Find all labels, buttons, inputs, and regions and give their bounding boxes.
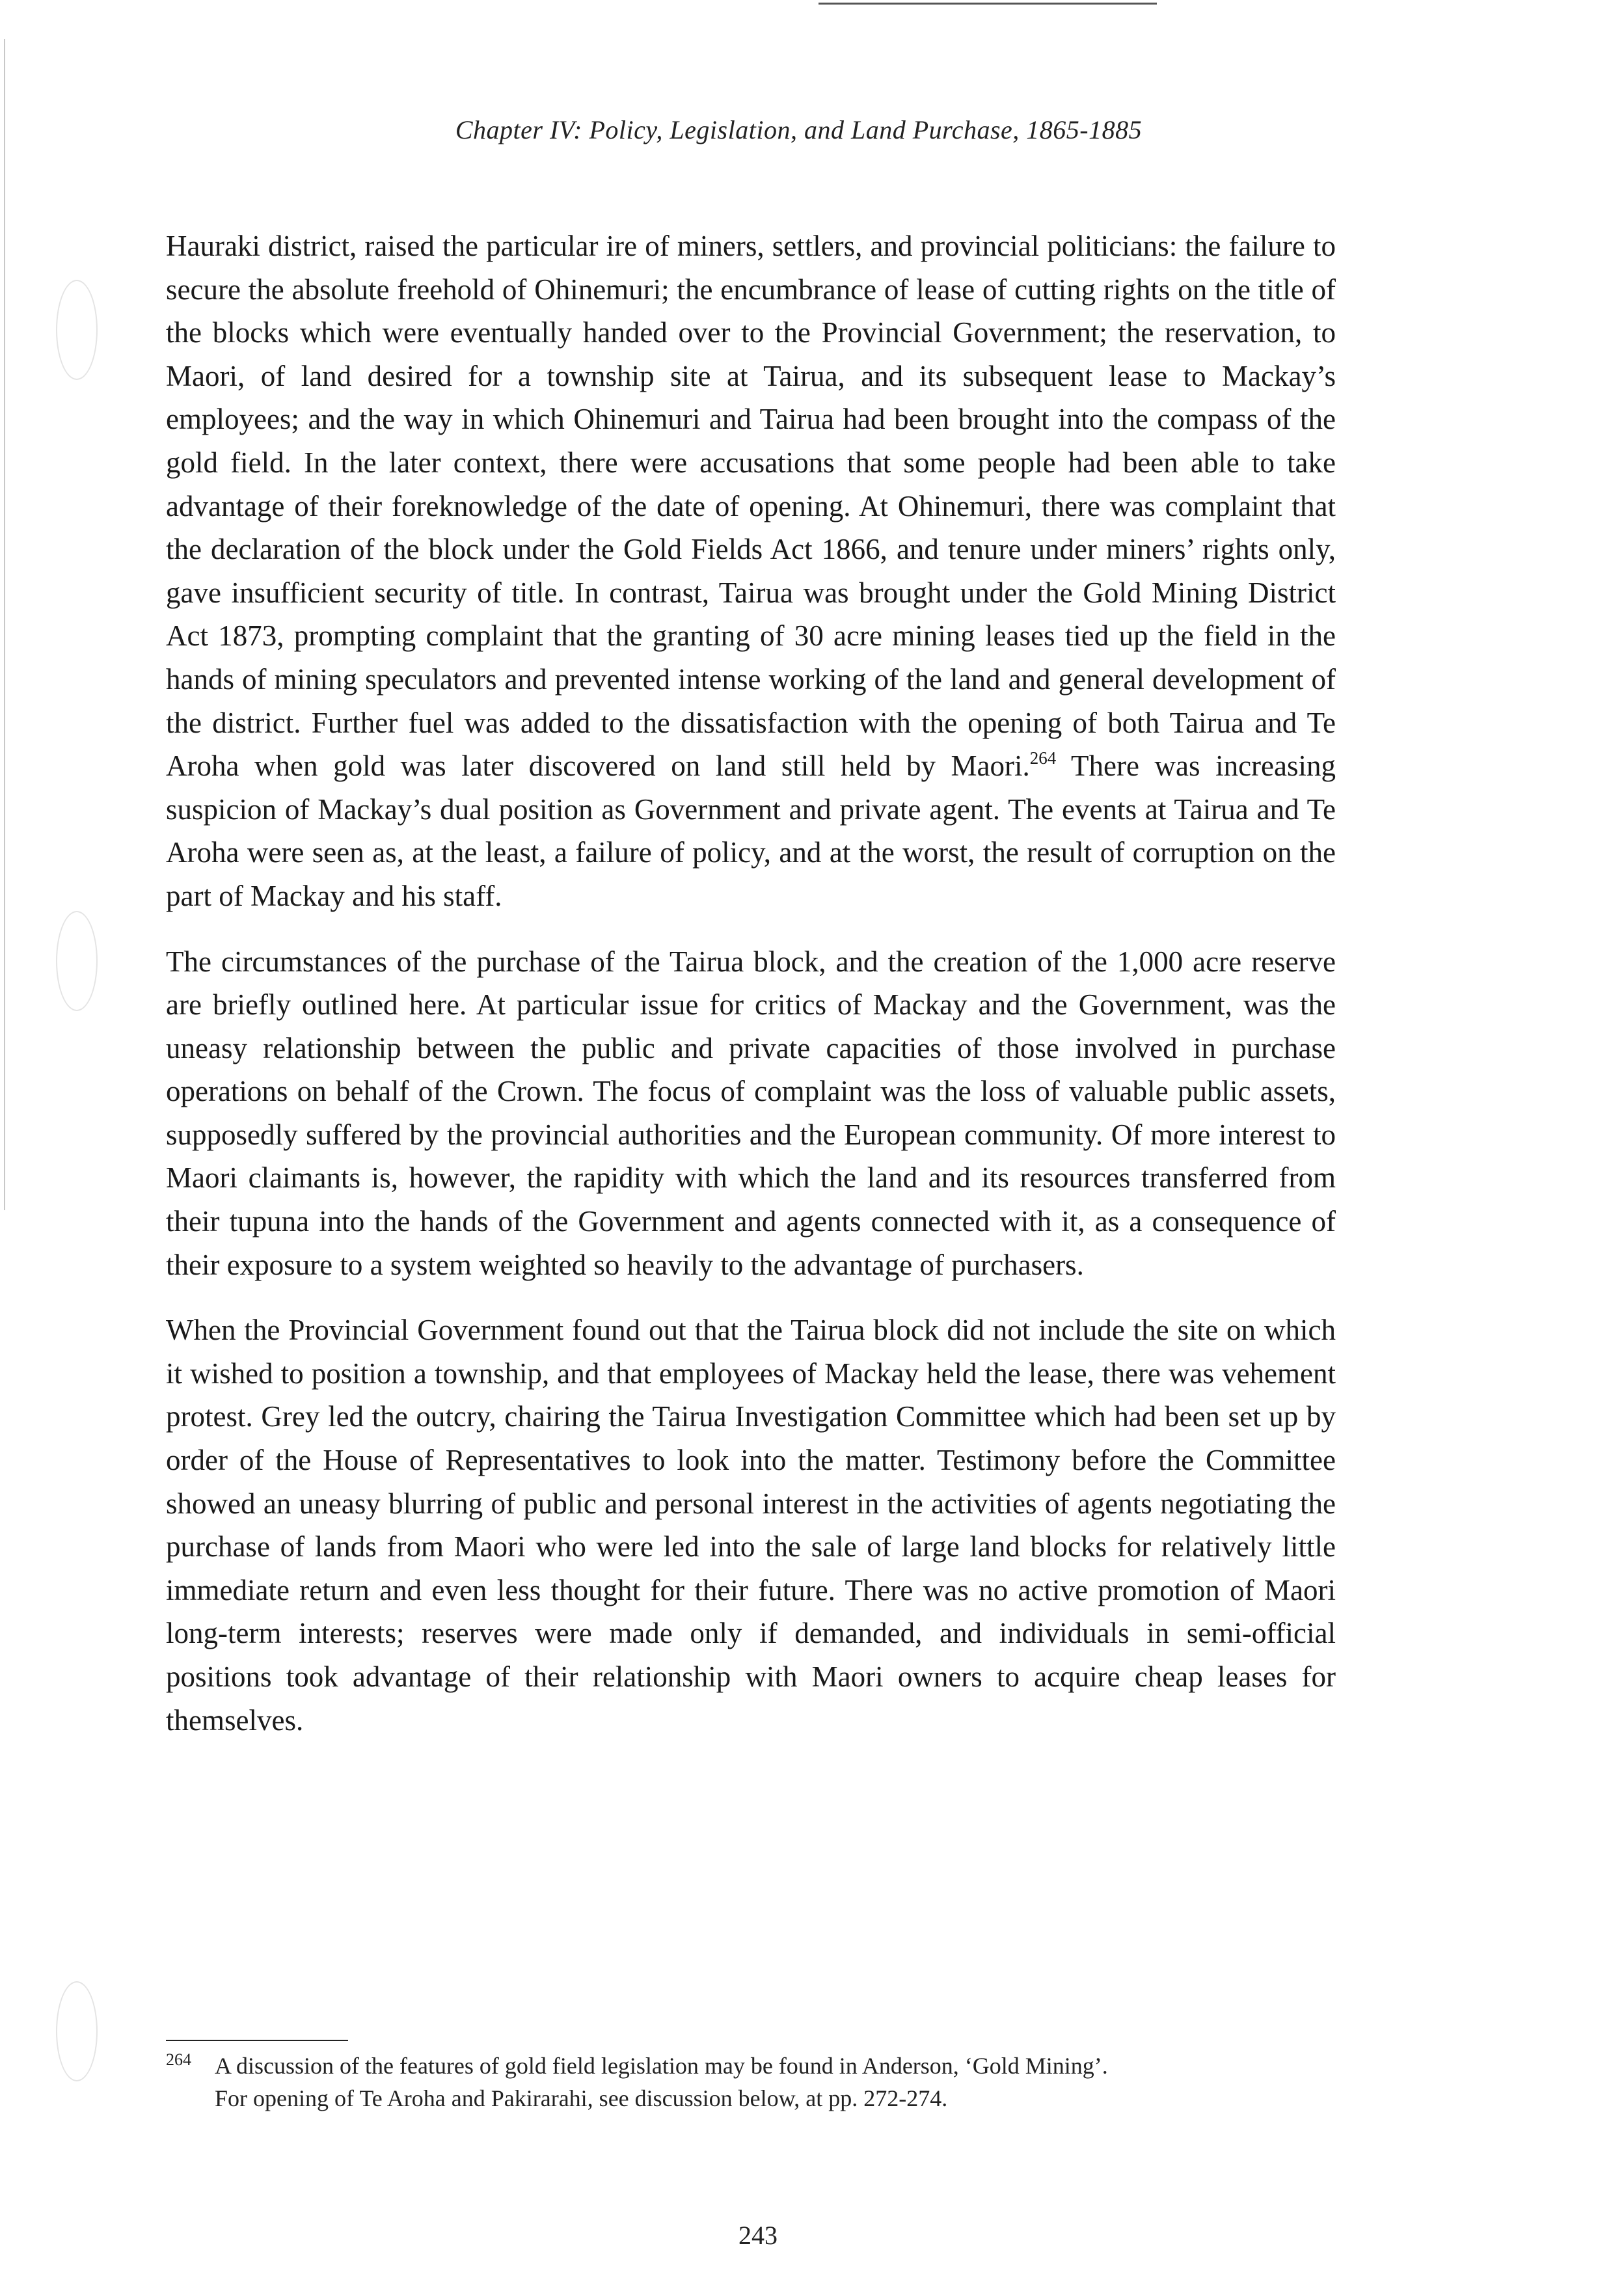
top-rule	[819, 3, 1157, 5]
punch-hole-mark	[56, 280, 98, 380]
footnote-rule	[166, 2040, 348, 2041]
body-text	[166, 224, 1336, 1764]
footnote-line: For opening of Te Aroha and Pakirarahi, see discussion below, at pp. 272-274.	[215, 2085, 948, 2111]
paragraph-text: There was increasing suspicion of Mackay’s dual position as Government and private agent. The events at Tairua and Te Aroha were seen as, at the least, a failure of policy, and at the worst, the result of corruption on the part of Mackay and his staff.	[166, 750, 1336, 912]
punch-hole-mark	[56, 1981, 98, 2081]
left-margin-rule	[4, 39, 5, 1210]
footnote-number: 264	[166, 2050, 191, 2069]
paragraph: When the Provincial Government found out that the Tairua block did not include the site on which it wished to position a township, and that employees of Mackay held the lease, there was vehement protest. Grey led the outcry, chairing the Tairua Investigation Committee which had been set up by order of the House of Representatives to look into the matter. Testimony before the Committee showed an uneasy blurring of public and personal interest in the activities of agents negotiating the purchase of lands from Maori who were led into the sale of large land blocks for relatively little immediate return and even less thought for their future. There was no active promotion of Maori long-term interests; reserves were made only if demanded, and individuals in semi-official positions took advantage of their relationship with Maori owners to acquire cheap leases for themselves.	[166, 1314, 1336, 1737]
footnote-ref[interactable]: 264	[1029, 748, 1057, 768]
paragraph-text: Hauraki district, raised the particular ire of miners, settlers, and provincial politicians: the failure to secure the absolute freehold of Ohinemuri; the encumbrance of lease of cutting rights on the title of the blocks which were eventually handed over to the Provincial Government; the reservation, to Maori, of land desired for a township site at Tairua, and its subsequent lease to Mackay’s employees; and the way in which Ohinemuri and Tairua had been brought into the compass of the gold field. In the later context, there were accusations that some people had been able to take advantage of their foreknowledge of the date of opening. At Ohinemuri, there was complaint that the declaration of the block under the Gold Fields Act 1866, and tenure under miners’ rights only, gave insufficient security of title. In contrast, Tairua was brought under the Gold Mining District Act 1873, prompting complaint that the granting of 30 acre mining leases tied up the field in the hands of mining speculators and prevented intense working of the land and general development of the district. Further fuel was added to the dissatisfaction with the opening of both Tairua and Te Aroha when gold was later discovered on land still held by Maori.	[166, 230, 1336, 783]
paragraph	[166, 224, 1336, 918]
footnote	[166, 2050, 1336, 2115]
paragraph: The circumstances of the purchase of the Tairua block, and the creation of the 1,000 acre reserve are briefly outlined here. At particular issue for critics of Mackay and the Government, was the uneasy relationship between the public and private capacities of those involved in purchase operations on behalf of the Crown. The focus of complaint was the loss of valuable public assets, supposedly suffered by the provincial authorities and the European community. Of more interest to Maori claimants is, however, the rapidity with which the land and its resources transferred from their tupuna into the hands of the Government and agents connected with it, as a consequence of their exposure to a system weighted so heavily to the advantage of purchasers.	[166, 945, 1336, 1281]
footnote-body	[215, 2050, 1336, 2115]
running-head: Chapter IV: Policy, Legislation, and Land Purchase, 1865-1885	[455, 115, 1143, 144]
page-number: 243	[738, 2221, 778, 2250]
footnote-line: A discussion of the features of gold field legislation may be found in Anderson, ‘Gold Mining’.	[215, 2053, 1108, 2079]
punch-hole-mark	[56, 911, 98, 1011]
